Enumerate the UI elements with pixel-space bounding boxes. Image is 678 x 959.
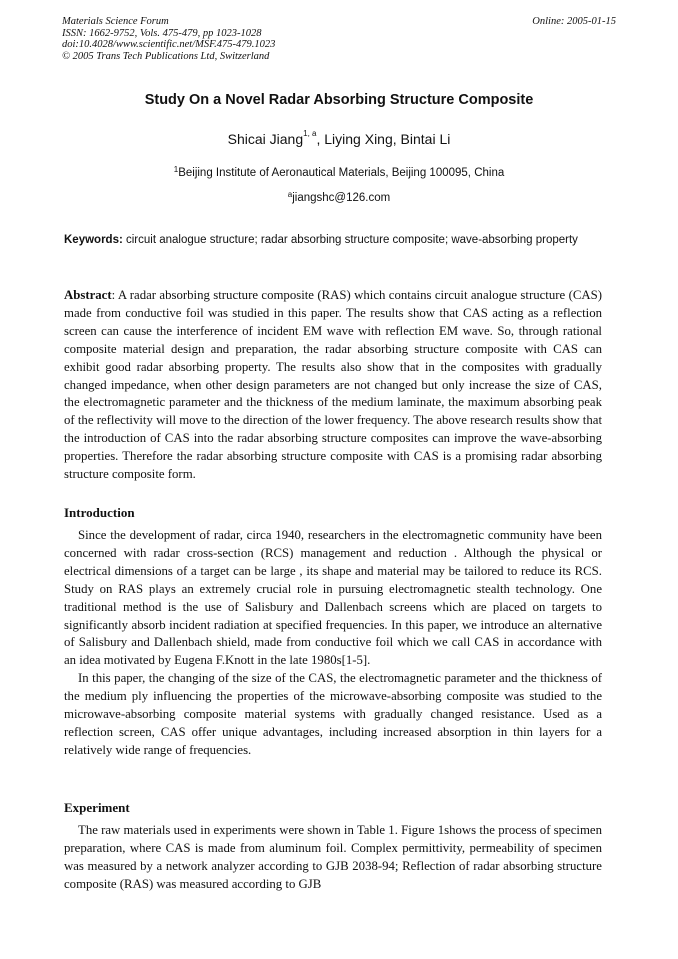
email-text: jiangshc@126.com	[292, 192, 391, 204]
email-superscript: a	[287, 190, 293, 199]
experiment-paragraph: The raw materials used in experiments were shown in Table 1. Figure 1shows the process of specimen preparation, where CAS is made from aluminum foil. Complex permittivity, permeability of specimen was measured by a network analyzer according to GJB 2038-94; Reflection of radar absorbing structure composite (RAS) was measured according to GJB	[64, 823, 602, 891]
affiliation-superscript: 1	[173, 165, 179, 174]
first-author: Shicai Jiang	[227, 131, 304, 147]
doi-line: doi:10.4028/www.scientific.net/MSF.475-479.1023	[62, 39, 276, 50]
abstract-label: Abstract	[64, 288, 112, 302]
experiment-heading: Experiment	[64, 800, 130, 815]
copyright-line: © 2005 Trans Tech Publications Ltd, Switzerland	[62, 50, 270, 62]
first-author-superscript: 1, a	[303, 129, 317, 138]
paper-title: Study On a Novel Radar Absorbing Structure Composite	[144, 92, 534, 108]
introduction-heading: Introduction	[64, 505, 135, 520]
experiment-body	[64, 822, 602, 894]
introduction-paragraph: Since the development of radar, circa 1940, researchers in the electromagnetic community have been concerned with radar cross-section (RCS) management and reduction . Although the physical or electrical dimensions of a target can be large , its shape and material may be tailored to reduce its RCS. Study on RAS plays an extremely crucial role in pursuing electromagnetic stealth technology. One traditional method is the use of Salisbury and Dallenbach screens which are placed on targets to significantly absorb incident radiation at specified frequencies. In this paper, we introduce an alternative of Salisbury and Dallenbach shield, made from conductive foil which we call CAS in accordance with an idea motivated by Eugena F.Knott in the late 1980s[1-5].	[64, 528, 602, 668]
abstract	[64, 287, 602, 484]
affiliation-text: Beijing Institute of Aeronautical Materials, Beijing 100095, China	[178, 167, 505, 179]
online-date: Online: 2005-01-15	[532, 16, 616, 27]
issn-line: ISSN: 1662-9752, Vols. 475-479, pp 1023-1028	[62, 27, 262, 39]
introduction-body	[64, 527, 602, 760]
introduction-paragraph: In this paper, the changing of the size of the CAS, the electromagnetic parameter and the thickness of the medium ply influencing the properties of the microwave-absorbing composite was studied to the microwave-absorbing composite material systems with gradually changed resistance. Used as a reflection screen, CAS offer unique advantages, including increased absorption in thin layers for a relatively wide range of frequencies.	[64, 671, 602, 757]
author-email	[0, 192, 678, 204]
journal-header	[62, 16, 616, 62]
keywords-label: Keywords:	[64, 234, 123, 246]
keywords	[64, 232, 602, 250]
journal-name: Materials Science Forum	[62, 16, 169, 27]
abstract-text: : A radar absorbing structure composite (RAS) which contains circuit analogue structure (CAS) made from conductive foil was studied in this paper. The results show that CAS acting as a reflection screen can cause the interference of incident EM wave with reflection EM wave. So, through rational composite material design and preparation, the radar absorbing structure composite with CAS can exhibit good radar absorbing property. The results also show that in the composites with gradually changed impedance, when other design parameters are not changed but only increase the size of CAS, the electromagnetic parameter and the thickness of the medium laminate, the maximum absorbing peak of the reflectivity will move to the direction of the lower frequency. The above research results show that the introduction of CAS into the radar absorbing structure composites can improve the wave-absorbing properties. Therefore the radar absorbing structure composite with CAS is a promising radar absorbing structure composite form.	[64, 288, 602, 482]
affiliation	[0, 167, 678, 179]
other-authors: , Liying Xing, Bintai Li	[316, 131, 451, 147]
keywords-text: circuit analogue structure; radar absorbing structure composite; wave-absorbing property	[122, 234, 578, 246]
author-list	[0, 131, 678, 147]
